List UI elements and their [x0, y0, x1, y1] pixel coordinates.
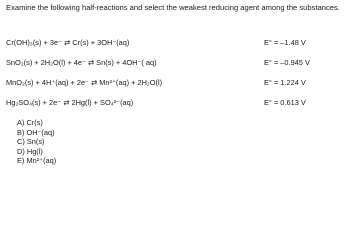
half-reaction-row	[6, 98, 346, 118]
half-reaction-equation: SnO₂(s) + 2H₂O(l) + 4e⁻ ⇄ Sn(s) + 4OH⁻( aq)	[6, 58, 157, 67]
standard-potential: E° = 1.224 V	[264, 78, 306, 87]
answer-choice-c[interactable]: C) Sn(s)	[17, 137, 45, 147]
half-reaction-equation: MnO₂(s) + 4H⁺(aq) + 2e⁻ ⇄ Mn²⁺(aq) + 2H₂O(l)	[6, 78, 163, 87]
standard-potential: E° = –0.945 V	[264, 58, 310, 67]
half-reaction-list	[6, 38, 346, 118]
half-reaction-row	[6, 38, 346, 58]
standard-potential: E° = –1.48 V	[264, 38, 306, 47]
half-reaction-row	[6, 58, 346, 78]
question-text: Examine the following half-reactions and select the weakest reducing agent among the substances.	[6, 3, 340, 12]
answer-choice-a[interactable]: A) Cr(s)	[17, 118, 43, 127]
answer-choices	[17, 118, 56, 166]
half-reaction-row	[6, 78, 346, 98]
answer-choice-b[interactable]: B) OH⁻(aq)	[17, 127, 55, 137]
answer-choice-e[interactable]: E) Mn²⁺(aq)	[17, 156, 57, 166]
half-reaction-equation: Hg₂SO₄(s) + 2e⁻ ⇄ 2Hg(l) + SO₄²⁻(aq)	[6, 98, 134, 107]
answer-choice-d[interactable]: D) Hg(l)	[17, 146, 43, 156]
half-reaction-equation: Cr(OH)₃(s) + 3e⁻ ⇄ Cr(s) + 3OH⁻(aq)	[6, 38, 130, 47]
standard-potential: E° = 0.613 V	[264, 98, 306, 107]
